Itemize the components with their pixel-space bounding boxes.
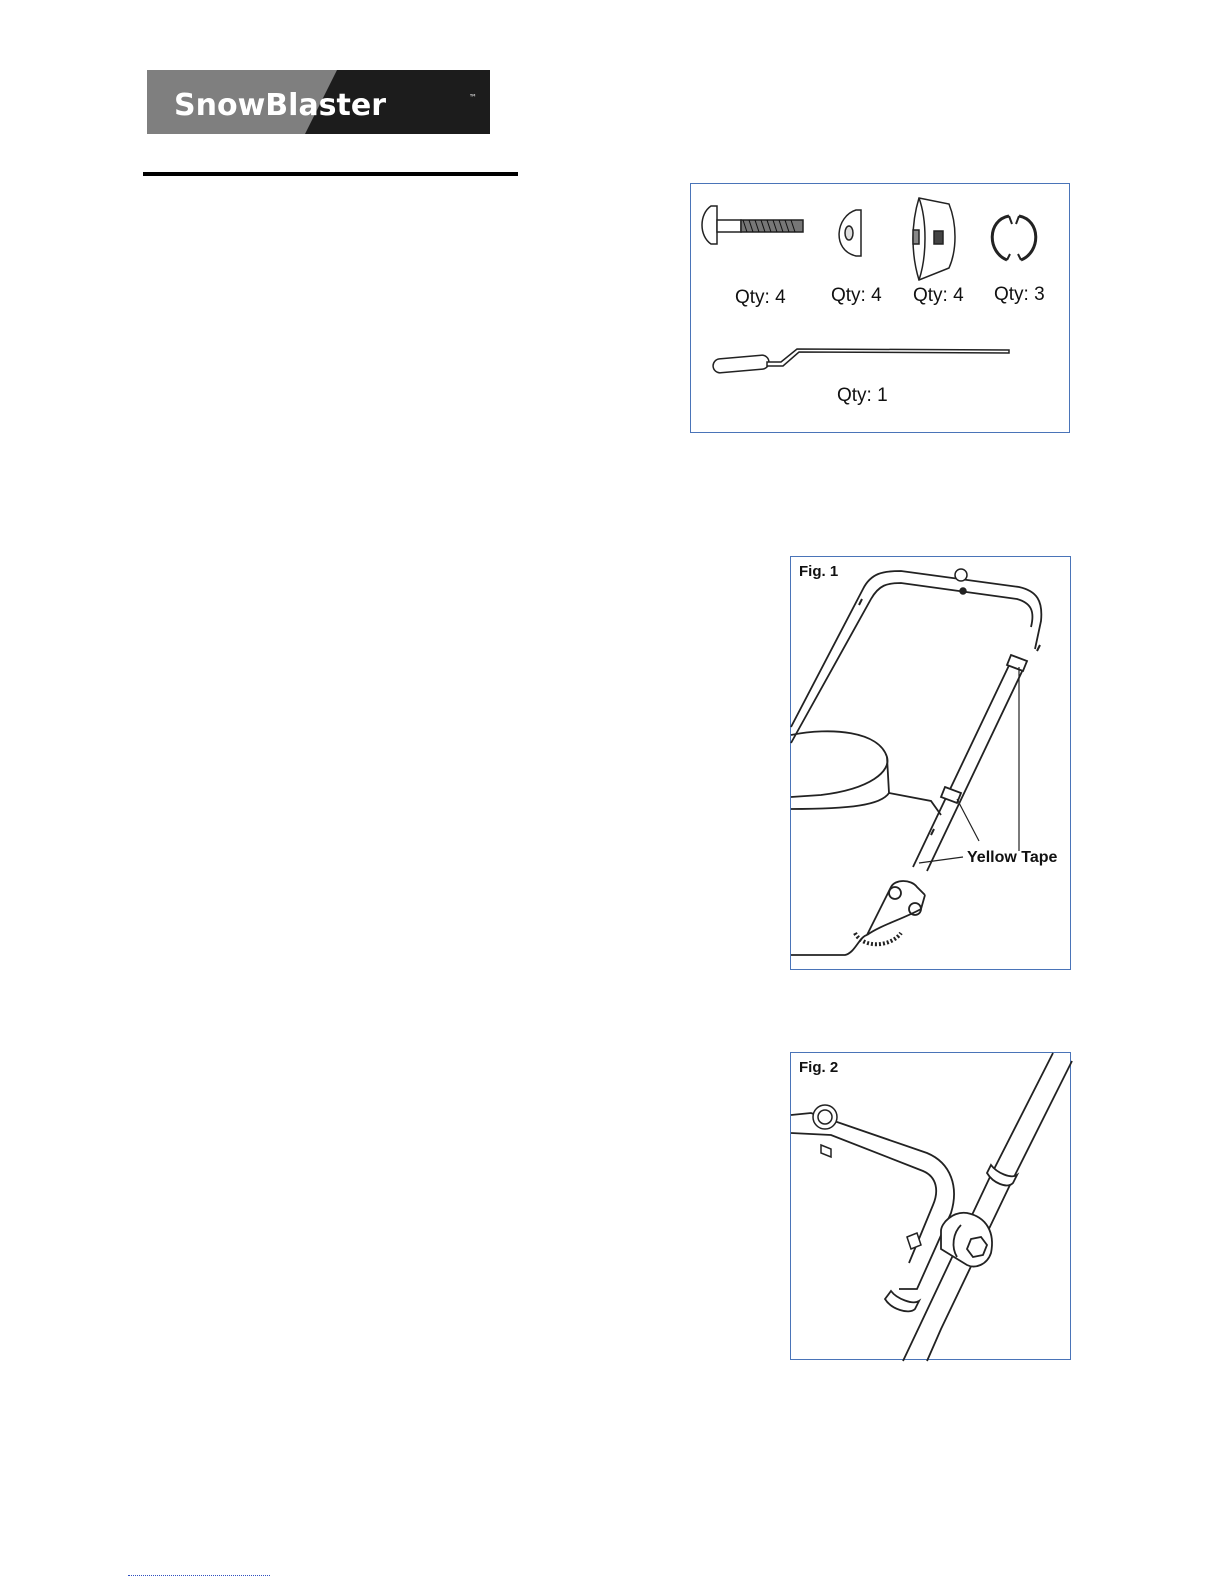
figure-1-label: Fig. 1 (799, 563, 839, 580)
spacer-qty: Qty: 4 (831, 285, 882, 306)
figure-2-label: Fig. 2 (799, 1059, 839, 1076)
knob-qty: Qty: 4 (913, 285, 964, 306)
figure-2-illustration (791, 1053, 1072, 1361)
carriage-bolt-icon (702, 206, 803, 244)
yellow-tape-callout: Yellow Tape (967, 849, 1058, 866)
figure-2 (790, 1052, 1071, 1360)
brand-logo (147, 70, 490, 134)
logo-trademark: ™ (469, 93, 477, 102)
chute-crank-rod-qty: Qty: 1 (837, 385, 888, 406)
retaining-clip-qty: Qty: 3 (994, 284, 1045, 305)
retaining-clip-icon (992, 216, 1036, 260)
figure-1 (790, 556, 1071, 970)
chute-crank-rod-icon (712, 349, 1009, 373)
logo-graphic (147, 70, 490, 134)
carriage-bolt-qty: Qty: 4 (735, 287, 786, 308)
hardware-contents-box (690, 183, 1070, 433)
footer-link-underline (128, 1575, 270, 1576)
figure-1-illustration (791, 557, 1072, 971)
header-rule (143, 172, 518, 176)
spacer-icon (839, 210, 861, 256)
logo-text: SnowBlaster (174, 88, 387, 123)
knob-icon (913, 198, 955, 280)
